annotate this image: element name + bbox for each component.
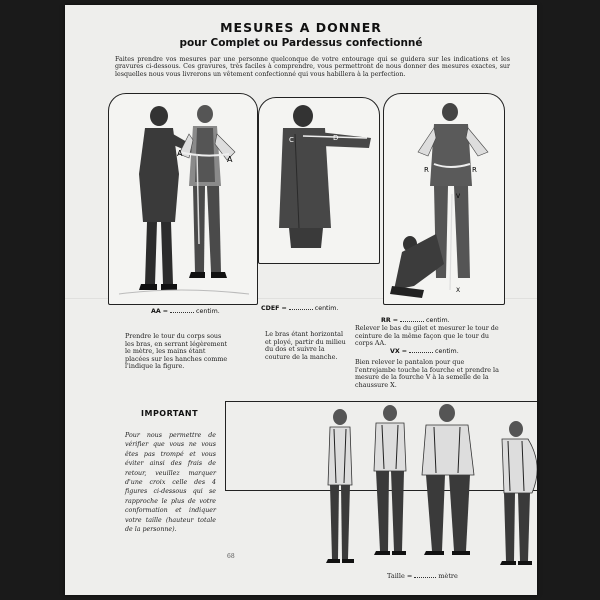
label-d: D [333, 134, 339, 142]
intro-paragraph: Faites prendre vos mesures par une personne quelconque de votre entourage qui se guidera sur les indications et les gravures ci-dessous. Ces gravures, très faciles à comprendre, vous permettront de nous donner des mesures exactes, sur lesquelles nous vous livrerons un vêtement confectionné qui vous habillera à la perfection. [115, 56, 510, 78]
caption-cdef: Le bras étant horizontal et ployé, partir du milieu du dos et suivre la couture de la manche. [265, 330, 346, 361]
label-a-left: A [177, 149, 183, 158]
measure-rr-blank[interactable] [400, 321, 424, 322]
illustration-waist-inseam-measure [383, 93, 505, 305]
taille-field: Taille = mètre [387, 572, 458, 580]
figure-stout[interactable] [422, 404, 474, 555]
caption-rr: Relever le bas du gilet et mesurer le tour de ceinture de la même façon que le tour du corps AA. [355, 324, 499, 348]
measure-aa-blank[interactable] [170, 312, 194, 313]
measure-cdef-blank[interactable] [289, 309, 313, 310]
important-text: Pour nous permettre de vérifier que vous ne vous êtes pas trompé et vous éviter ainsi des frais de retour, veuillez marquer d'une croix celle des 4 figures ci-dessous qui se rapproche le plus de votre conformation et indiquer votre taille (hauteur totale de la personne). [125, 432, 216, 534]
measure-rr: RR = centim. [381, 317, 450, 324]
important-heading: IMPORTANT [141, 409, 199, 418]
caption-aa: Prendre le tour du corps sous les bras, en serrant légèrement le mètre, les mains étant placées sur les hanches comme l'indique la figure. [125, 332, 228, 371]
measure-vx: VX = centim. [390, 348, 459, 355]
taille-blank[interactable] [414, 577, 436, 578]
page-subtitle: pour Complet ou Pardessus confectionné [179, 37, 423, 49]
caption-vx: Bien relever le pantalon pour que l'entrejambe touche la fourche et prendre la mesure de la fourche V à la semelle de la chaussure X. [355, 358, 499, 389]
catalogue-page [65, 5, 537, 595]
illustration-sleeve-measure [258, 97, 380, 264]
measure-aa: AA = centim. [151, 308, 220, 315]
label-x: X [456, 287, 461, 294]
page-mark: 68 [227, 553, 235, 560]
label-r-left: R [424, 166, 429, 174]
body-type-figures [310, 403, 537, 573]
figure-normal[interactable] [374, 405, 406, 555]
illustration-chest-measure [108, 93, 258, 305]
label-v: V [456, 193, 461, 200]
page-title: MESURES A DONNER [220, 20, 382, 35]
measure-vx-blank[interactable] [409, 352, 433, 353]
figure-thin[interactable] [326, 409, 354, 563]
label-r-right: R [472, 166, 477, 174]
label-a-right: A [227, 155, 233, 164]
measure-cdef: CDEF = centim. [261, 305, 339, 312]
label-c: C [289, 136, 294, 144]
figure-corpulent[interactable] [500, 421, 537, 565]
